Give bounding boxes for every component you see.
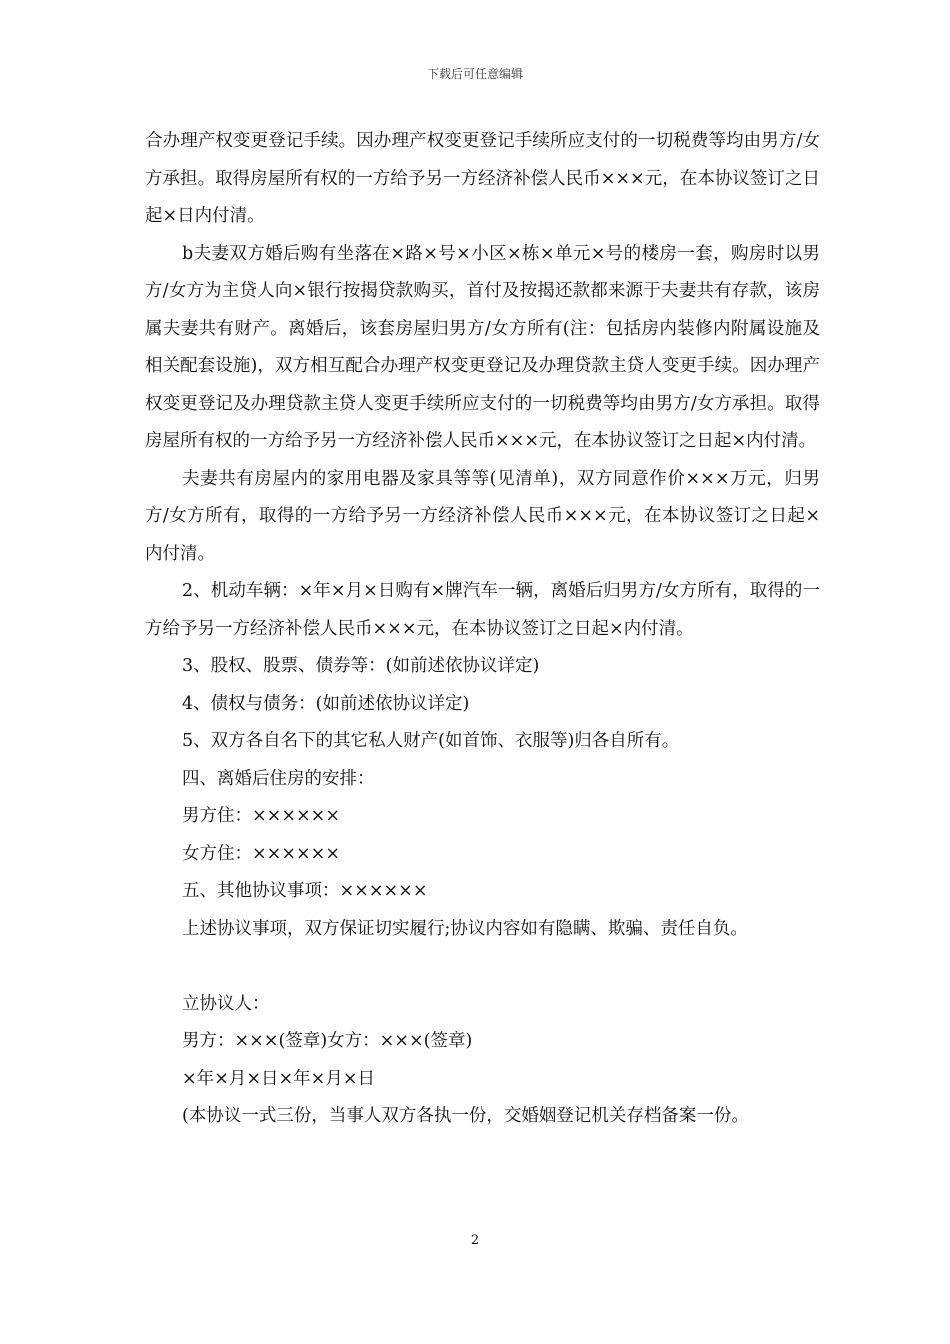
signatories-label: 立协议人：: [182, 993, 270, 1014]
date-line: ×年×月×日×年×月×日: [182, 1068, 375, 1089]
paragraph-appliances: 夫妻共有房屋内的家用电器及家具等等(见清单)，双方同意作价×××万元，归男方/女方所有，取得的一方给予另一方经济补偿人民币×××元，在本协议签订之日起×内付清。: [145, 468, 820, 564]
blank-line: [145, 948, 820, 986]
page-number: 2: [470, 1233, 480, 1248]
paragraph-debts: 4、债权与债务：(如前述依协议详定): [182, 693, 470, 714]
copies-note: (本协议一式三份，当事人双方各执一份，交婚姻登记机关存档备案一份。: [182, 1106, 749, 1126]
page-header: 下载后可任意编辑: [426, 67, 523, 81]
paragraph-vehicle: 2、机动车辆：×年×月×日购有×牌汽车一辆，离婚后归男方/女方所有，取得的一方给予另一方经济补偿人民币×××元，在本协议签订之日起×内付清。: [145, 581, 820, 639]
paragraph-property-transfer-end: 合办理产权变更登记手续。因办理产权变更登记手续所应支付的一切税费等均由男方/女方承担。取得房屋所有权的一方给予另一方经济补偿人民币×××元，在本协议签订之日起×日内付清。: [145, 131, 820, 226]
signature-line: 男方：×××(签章)女方：×××(签章): [182, 1031, 473, 1051]
paragraph-woman-residence: 女方住：××××××: [182, 843, 340, 864]
paragraph-stocks: 3、股权、股票、债券等：(如前述依协议详定): [182, 656, 540, 676]
section-heading-other: 五、其他协议事项：××××××: [182, 881, 428, 901]
paragraph-house-b: b夫妻双方婚后购有坐落在×路×号×小区×栋×单元×号的楼房一套，购房时以男方/女方为主贷人向×银行按揭贷款购买，首付及按揭还款都来源于夫妻共有存款，该房属夫妻共有财产。离婚后，该套房屋归男方/女方所有(注：包括房内装修内附属设施及相关配套设施)，双方相互配合办理产权变更登记及办理贷款主贷人变更手续。因办理产权变更登记及办理贷款主贷人变更手续所应支付的一切税费等均由男方/女方承担。取得房屋所有权的一方给予另一方经济补偿人民币×××元，在本协议签订之日起×内付清。: [145, 243, 820, 451]
paragraph-man-residence: 男方住：××××××: [182, 806, 340, 826]
paragraph-commitment: 上述协议事项，双方保证切实履行;协议内容如有隐瞒、欺骗、责任自负。: [182, 918, 748, 939]
paragraph-personal-property: 5、双方各自名下的其它私人财产(如首饰、衣服等)归各自所有。: [182, 731, 680, 751]
section-heading-housing: 四、离婚后住房的安排：: [182, 768, 375, 789]
document-body: [145, 123, 820, 1136]
